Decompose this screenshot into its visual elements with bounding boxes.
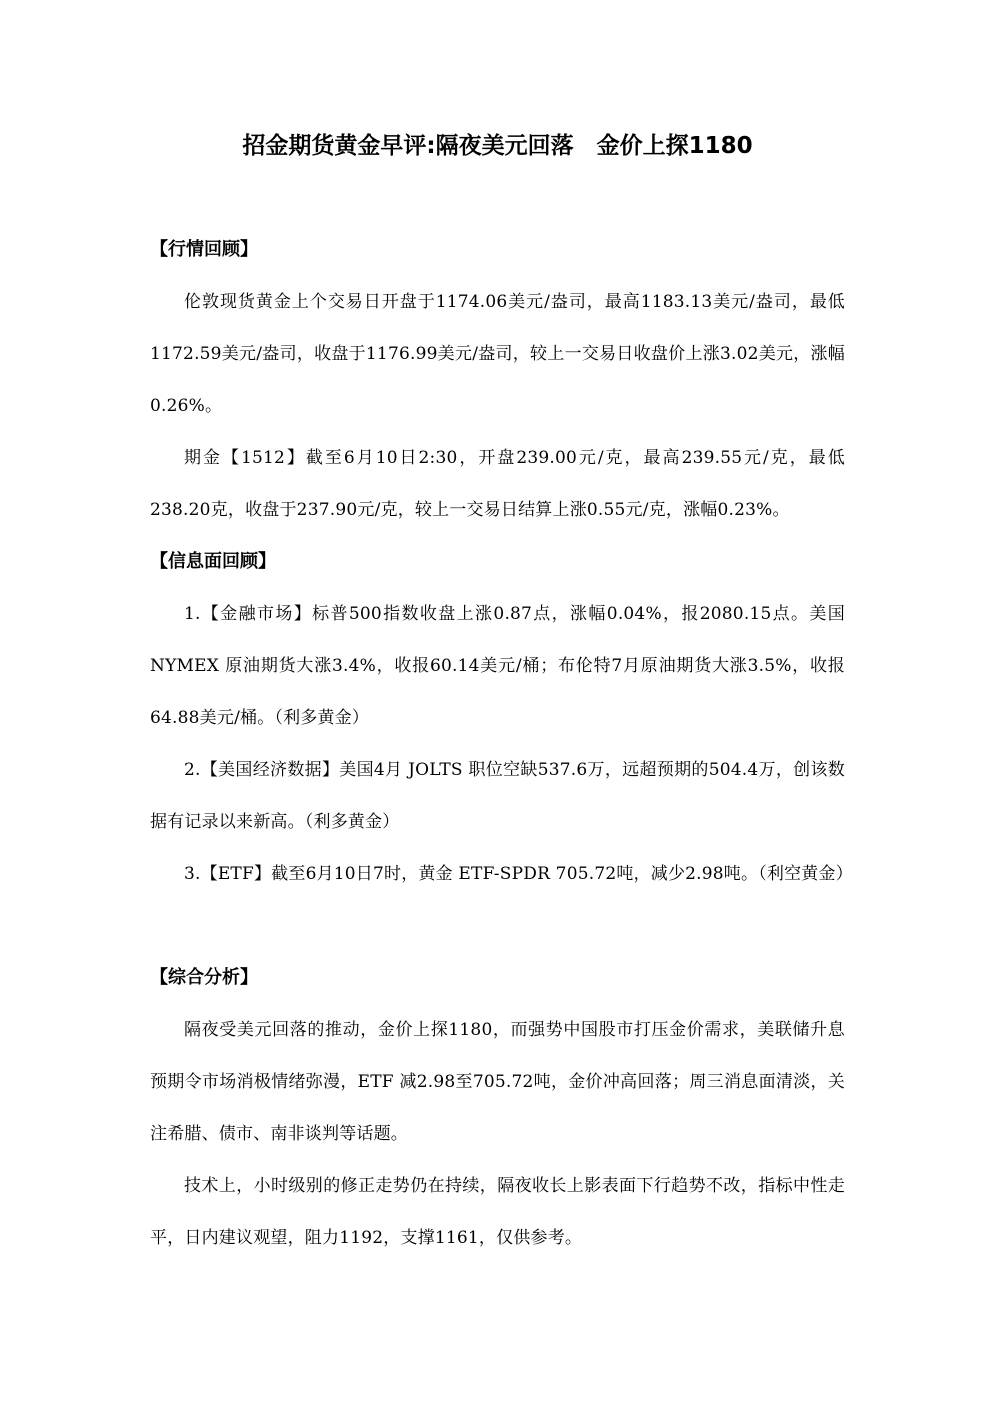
news-item-etf: 3.【ETF】截至6月10日7时，黄金 ETF-SPDR 705.72吨，减少2.98吨。（利空黄金） [184,864,853,884]
paragraph-london-spot-gold: 伦敦现货黄金上个交易日开盘于1174.06美元/盎司，最高1183.13美元/盎司，最低1172.59美元/盎司，收盘于1176.99美元/盎司，较上一交易日收盘价上涨3.02美元，涨幅0.26%。 [150,292,845,416]
document-title: 招金期货黄金早评:隔夜美元回落 金价上探1180 [242,133,753,159]
section-heading-market-review: 【行情回顾】 [150,239,258,260]
news-item-financial-markets: 1.【金融市场】标普500指数收盘上涨0.87点，涨幅0.04%，报2080.15点。美国 NYMEX 原油期货大涨3.4%，收报60.14美元/桶；布伦特7月原油期货大涨3.5%，收报64.88美元/桶。（利多黄金） [150,604,845,728]
paragraph-overnight-analysis: 隔夜受美元回落的推动，金价上探1180，而强势中国股市打压金价需求，美联储升息预期令市场消极情绪弥漫，ETF 减2.98至705.72吨，金价冲高回落；周三消息面清淡，关注希腊、债市、南非谈判等话题。 [150,1020,845,1144]
section-heading-analysis: 【综合分析】 [150,967,258,988]
news-item-us-economic-data: 2.【美国经济数据】美国4月 JOLTS 职位空缺537.6万，远超预期的504.4万，创该数据有记录以来新高。（利多黄金） [150,760,845,832]
paragraph-gold-futures-1512: 期金【1512】截至6月10日2:30，开盘239.00元/克，最高239.55元/克，最低238.20克，收盘于237.90元/克，较上一交易日结算上涨0.55元/克，涨幅0.23%。 [150,448,845,520]
paragraph-technical-analysis: 技术上，小时级别的修正走势仍在持续，隔夜收长上影表面下行趋势不改，指标中性走平，日内建议观望，阻力1192，支撑1161，仅供参考。 [150,1176,845,1248]
section-heading-news-review: 【信息面回顾】 [150,551,276,572]
